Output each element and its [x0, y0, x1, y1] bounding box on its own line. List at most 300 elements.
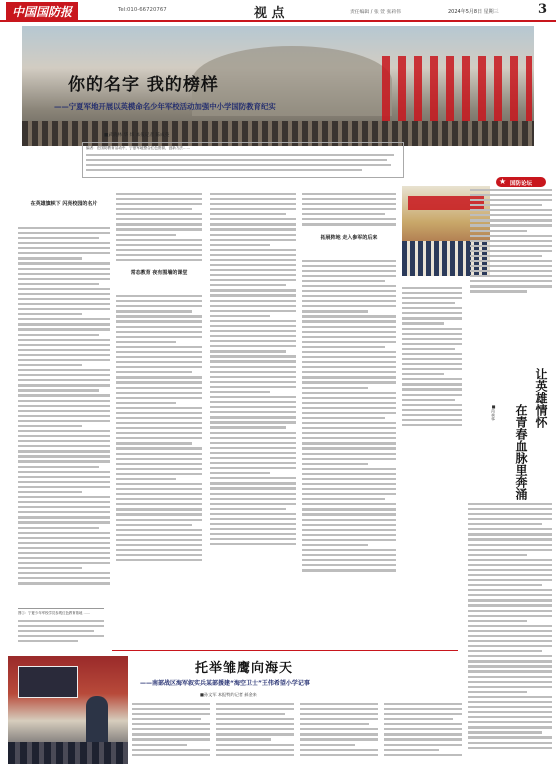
text-line [302, 427, 396, 429]
text-line [210, 239, 296, 241]
text-line [18, 344, 110, 346]
fourth-column [302, 190, 396, 605]
text-line [468, 645, 552, 647]
third-column [210, 190, 296, 605]
main-subhead: ——宁夏军地开展以英模命名少年军校活动加强中小学国防教育纪实 [54, 102, 276, 111]
text-line [18, 552, 110, 554]
text-line [132, 723, 210, 725]
text-line [18, 313, 82, 315]
text-line [116, 331, 202, 333]
text-line [210, 289, 296, 291]
text-line [210, 223, 296, 225]
text-line [302, 559, 396, 561]
text-line [468, 544, 552, 546]
text-line [302, 432, 396, 434]
text-line [18, 405, 110, 407]
text-line [210, 340, 296, 342]
text-line [116, 427, 202, 429]
section-2-heading: 常态教育 夜有围墙的课堂 [130, 270, 188, 277]
text-line [468, 691, 527, 693]
text-line [468, 579, 552, 581]
text-line [302, 508, 396, 510]
text-line [468, 660, 552, 662]
caption-block [18, 608, 104, 650]
text-line [210, 305, 296, 307]
text-line [470, 219, 552, 221]
text-line [210, 477, 296, 479]
text-line [468, 625, 552, 627]
text-line [302, 310, 368, 312]
section-title: 视 点 [254, 6, 285, 21]
text-line [470, 260, 552, 262]
text-line [468, 650, 542, 652]
text-line [116, 513, 202, 515]
text-line [302, 569, 396, 571]
text-line [18, 445, 110, 447]
classroom-students [8, 742, 128, 764]
text-line [18, 542, 110, 544]
text-line [402, 333, 462, 335]
text-line [302, 498, 385, 500]
text-line [210, 386, 296, 388]
text-line [116, 453, 202, 455]
text-line [116, 361, 202, 363]
text-line [468, 696, 552, 698]
text-line [302, 488, 396, 490]
text-line [18, 278, 110, 280]
text-line [116, 326, 202, 328]
second-byline: ■孙文军 本报特约记者 郝金来 [200, 692, 257, 697]
text-line [18, 283, 99, 285]
text-line [210, 320, 296, 322]
text-line [18, 273, 110, 275]
text-line [468, 559, 552, 561]
text-line [402, 419, 462, 421]
text-line [132, 708, 210, 710]
text-line [210, 487, 296, 489]
text-line [132, 728, 210, 730]
text-line [302, 549, 396, 551]
text-line [302, 392, 396, 394]
text-line [468, 716, 552, 718]
text-line [210, 350, 286, 352]
text-line [302, 366, 396, 368]
text-line [18, 486, 110, 488]
text-line [18, 625, 104, 627]
under-photo-column [402, 284, 462, 484]
text-line [18, 440, 110, 442]
text-line [302, 539, 396, 541]
text-line [18, 359, 110, 361]
main-headline: 你的名字 我的榜样 [68, 75, 219, 95]
text-line [468, 594, 552, 596]
text-line [210, 482, 296, 484]
text-line [132, 744, 187, 746]
bottom-column-1 [132, 700, 210, 764]
text-line [18, 635, 104, 637]
text-line [18, 562, 110, 564]
text-line [402, 399, 455, 401]
text-line [18, 303, 110, 305]
text-line [116, 442, 192, 444]
text-line [384, 713, 462, 715]
text-line [18, 455, 110, 457]
text-line [468, 747, 552, 749]
text-line [302, 493, 396, 495]
text-line [210, 442, 296, 444]
text-line [302, 260, 396, 262]
text-line [302, 407, 396, 409]
middle-column [116, 190, 202, 605]
text-line [210, 543, 296, 545]
text-line [302, 305, 396, 307]
text-line [468, 538, 552, 540]
text-line [402, 338, 462, 340]
text-line [116, 402, 176, 404]
text-line [468, 620, 527, 622]
text-line [402, 353, 462, 355]
text-line [132, 733, 210, 735]
lead-text: 编者：在国防教育活动中，宁夏军地整合红色资源，创新方法…… [86, 146, 191, 150]
text-line [210, 335, 296, 337]
text-line [116, 203, 202, 205]
text-line [210, 228, 296, 230]
main-byline: ■武晓林 华 炜 本报记者 陈成英 [104, 133, 170, 138]
text-line [300, 754, 378, 756]
text-line [470, 290, 527, 292]
text-line [216, 749, 294, 751]
text-line [302, 223, 396, 225]
text-line [210, 396, 296, 398]
text-line [402, 317, 462, 319]
text-line [132, 749, 210, 751]
text-line [116, 356, 202, 358]
text-line [302, 280, 385, 282]
text-line [210, 213, 286, 215]
text-line [18, 237, 99, 239]
bottom-column-3 [300, 700, 378, 764]
text-line [210, 432, 296, 434]
text-line [302, 437, 396, 439]
text-line [468, 630, 552, 632]
text-line [132, 754, 210, 756]
text-line [470, 240, 552, 242]
text-line [302, 208, 396, 210]
text-line [116, 468, 202, 470]
commentary-byline: ■肖承华 [491, 404, 496, 421]
text-line [18, 349, 110, 351]
text-line [210, 371, 296, 373]
text-line [210, 284, 286, 286]
text-line [18, 466, 99, 468]
text-line [18, 557, 110, 559]
text-line [302, 371, 396, 373]
text-line [302, 483, 396, 485]
text-line [300, 708, 378, 710]
text-line [302, 290, 396, 292]
text-line [300, 723, 369, 725]
text-line [210, 467, 296, 469]
text-line [300, 733, 378, 735]
text-line [18, 572, 110, 574]
text-line [302, 213, 385, 215]
text-line [468, 742, 552, 744]
text-line [302, 387, 368, 389]
text-line [216, 728, 294, 730]
classroom-photo [8, 656, 128, 764]
text-line [302, 203, 396, 205]
text-line [468, 574, 552, 576]
text-line [302, 402, 396, 404]
text-line [18, 460, 110, 462]
text-line [18, 415, 110, 417]
text-line [18, 227, 110, 229]
text-line [116, 305, 202, 307]
text-line [116, 483, 202, 485]
text-line [116, 366, 202, 368]
text-line [402, 363, 462, 365]
text-line [210, 264, 296, 266]
text-line [116, 524, 192, 526]
text-line [468, 513, 552, 515]
text-line [18, 527, 99, 529]
text-line [402, 312, 462, 314]
text-line [210, 376, 296, 378]
text-line [302, 300, 396, 302]
text-line [18, 334, 99, 336]
text-line [468, 721, 552, 723]
text-line [302, 361, 396, 363]
text-line [216, 733, 294, 735]
text-line [116, 503, 202, 505]
text-line [468, 706, 552, 708]
text-line [18, 425, 82, 427]
second-subhead: ——南部战区海军叙实兵某部援建“海空卫士”王伟希望小学记事 [140, 680, 310, 687]
text-line [116, 239, 202, 241]
text-line [302, 442, 396, 444]
text-line [18, 537, 110, 539]
text-line [470, 214, 552, 216]
text-line [210, 457, 296, 459]
text-line [470, 285, 552, 287]
text-line [132, 738, 210, 740]
text-line [116, 213, 202, 215]
text-line [116, 259, 202, 261]
text-line [302, 320, 396, 322]
text-line [402, 287, 462, 289]
text-line [86, 164, 391, 166]
text-line [216, 738, 271, 740]
text-line [468, 554, 527, 556]
text-line [116, 447, 202, 449]
text-line [402, 368, 462, 370]
text-line [470, 275, 552, 277]
text-line [210, 513, 296, 515]
text-line [18, 328, 110, 330]
text-line [384, 723, 462, 725]
text-line [302, 346, 385, 348]
text-line [116, 300, 202, 302]
text-line [86, 159, 387, 161]
editor-credit: 责任编辑 / 张 萱 张莉伟 [350, 10, 401, 15]
text-line [470, 209, 552, 211]
left-column [18, 190, 110, 605]
text-line [402, 383, 462, 385]
text-line [116, 315, 202, 317]
text-line [18, 339, 110, 341]
text-line [468, 569, 552, 571]
commentary-body [470, 186, 552, 296]
text-line [402, 297, 462, 299]
text-line [18, 288, 110, 290]
text-line [18, 242, 110, 244]
section-1-heading: 在英雄旗帜下 闪亮校园的名片 [30, 201, 98, 207]
text-line [18, 298, 110, 300]
text-line [470, 194, 552, 196]
text-line [302, 534, 396, 536]
text-line [302, 198, 396, 200]
text-line [210, 533, 296, 535]
text-line [300, 703, 378, 705]
text-line [468, 589, 552, 591]
text-line [210, 508, 286, 510]
text-line [302, 270, 396, 272]
text-line [470, 265, 552, 267]
text-line [18, 374, 110, 376]
text-line [18, 476, 110, 478]
text-line [402, 404, 462, 406]
text-line [116, 376, 202, 378]
text-line [116, 193, 202, 195]
second-headline: 托举雏鹰向海天 [195, 661, 294, 676]
text-line [116, 422, 202, 424]
text-line [468, 726, 552, 728]
text-line [116, 534, 202, 536]
text-line [18, 400, 110, 402]
text-line [302, 356, 396, 358]
text-line [302, 265, 396, 267]
text-line [470, 224, 552, 226]
text-line [216, 754, 294, 756]
text-line [18, 232, 110, 234]
text-line [116, 539, 202, 541]
text-line [468, 681, 552, 683]
text-line [210, 249, 296, 251]
text-line [18, 501, 110, 503]
text-line [116, 254, 202, 256]
text-line [216, 723, 294, 725]
text-line [402, 322, 444, 324]
text-line [402, 424, 462, 426]
text-line [302, 376, 396, 378]
text-line [116, 437, 202, 439]
text-line [116, 218, 202, 220]
text-line [302, 417, 385, 419]
text-line [402, 292, 462, 294]
text-line [18, 547, 110, 549]
text-line [402, 328, 462, 330]
text-line [210, 452, 296, 454]
text-line [302, 275, 396, 277]
text-line [18, 481, 110, 483]
text-line [116, 559, 202, 561]
text-line [468, 736, 552, 738]
text-line [18, 577, 110, 579]
text-line [210, 254, 296, 256]
text-line [210, 355, 296, 357]
text-line [116, 341, 176, 343]
text-line [116, 208, 192, 210]
text-line [300, 744, 355, 746]
text-line [86, 169, 362, 171]
text-line [402, 343, 462, 345]
text-line [302, 381, 396, 383]
masthead [0, 0, 556, 22]
text-line [210, 345, 296, 347]
text-line [116, 198, 202, 200]
text-line [210, 203, 296, 205]
text-line [132, 718, 201, 720]
text-line [210, 279, 296, 281]
text-line [216, 744, 294, 746]
text-line [210, 244, 270, 246]
text-line [116, 463, 202, 465]
text-line [302, 412, 396, 414]
text-line [402, 358, 462, 360]
text-line [116, 478, 176, 480]
text-line [470, 245, 552, 247]
text-line [210, 366, 296, 368]
text-line [18, 262, 110, 264]
text-line [210, 259, 296, 261]
phone-number: Tel:010-66720767 [118, 7, 167, 13]
text-line [116, 387, 202, 389]
text-line [468, 610, 552, 612]
text-line [210, 503, 296, 505]
text-line [384, 744, 462, 746]
text-line [300, 749, 378, 751]
text-line [302, 193, 396, 195]
text-line [468, 655, 552, 657]
text-line [384, 754, 462, 756]
text-line [210, 416, 296, 418]
text-line [210, 208, 296, 210]
text-line [302, 341, 396, 343]
text-line [302, 519, 396, 521]
text-line [116, 381, 202, 383]
text-line [300, 718, 378, 720]
bottom-column-2 [216, 700, 294, 764]
text-line [468, 731, 542, 733]
text-line [470, 230, 527, 232]
text-line [116, 320, 202, 322]
bottom-column-4 [384, 700, 462, 764]
text-line [302, 554, 396, 556]
text-line [18, 379, 110, 381]
left-column-body [18, 227, 110, 585]
text-line [210, 426, 286, 428]
text-line [402, 394, 462, 396]
text-line [302, 422, 396, 424]
text-line [18, 521, 110, 523]
right-column [468, 500, 552, 762]
text-line [210, 310, 296, 312]
text-line [468, 676, 552, 678]
text-line [132, 703, 210, 705]
text-line [468, 686, 552, 688]
text-line [302, 503, 396, 505]
text-line [18, 430, 110, 432]
